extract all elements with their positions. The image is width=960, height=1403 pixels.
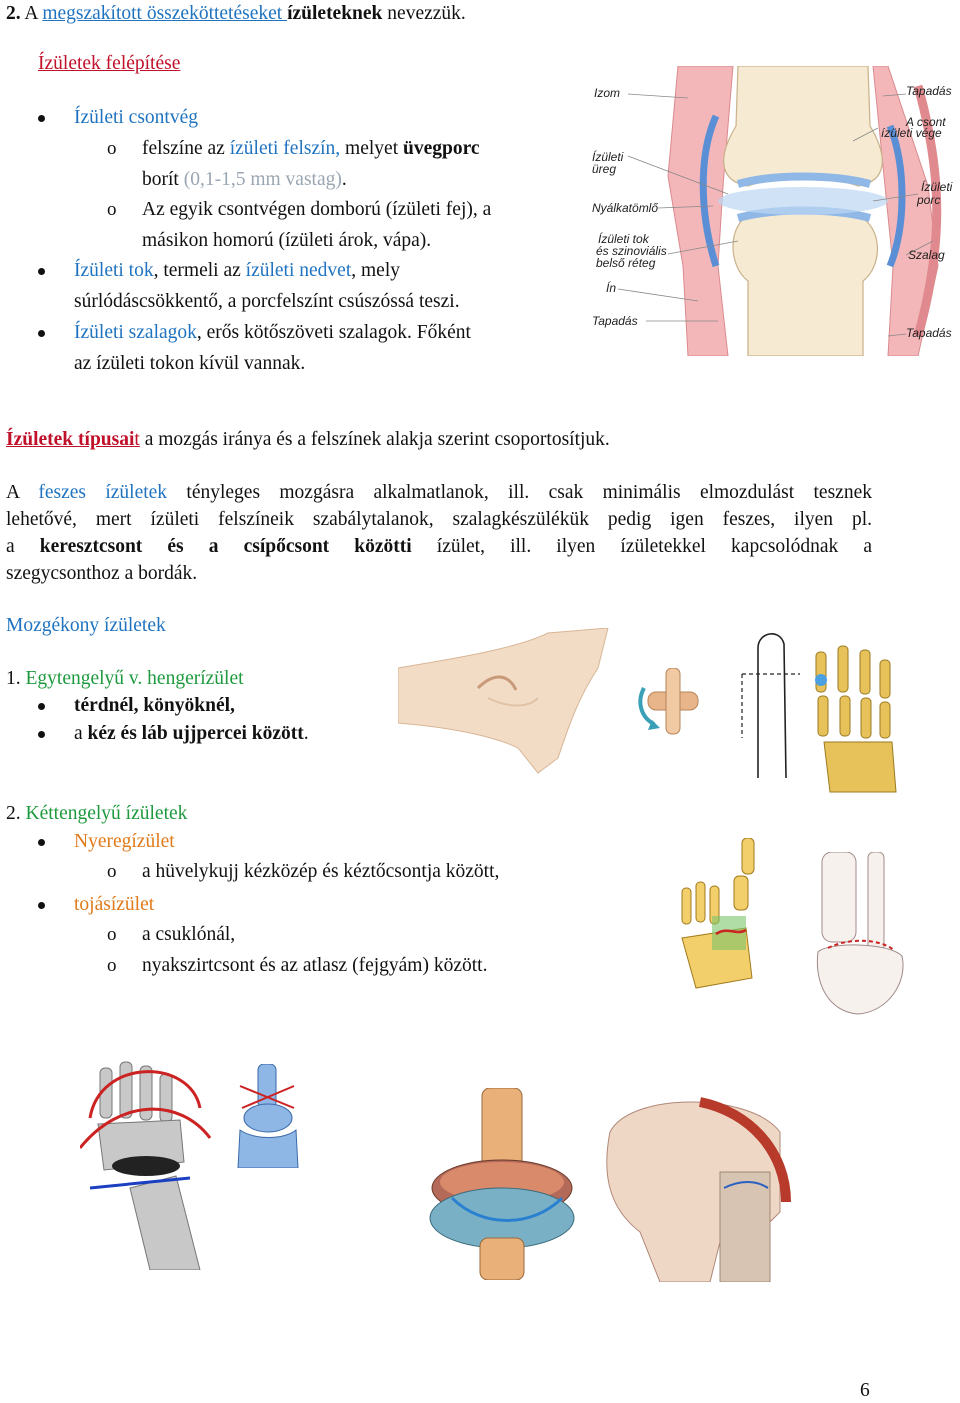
label-porc: Ízületi	[921, 180, 953, 194]
fixed-para-l1	[6, 481, 872, 505]
subitem-shape-l1: Az egyik csontvégen domború (ízületi fej), a	[142, 199, 492, 220]
hand-bones-illustration	[806, 642, 902, 798]
wrist-illustration	[80, 1058, 215, 1270]
condyloid-joint-illustration	[234, 1064, 304, 1168]
t: .	[341, 169, 347, 190]
intro-bold: ízületeknek	[287, 3, 383, 24]
hinge-symbol	[636, 668, 706, 738]
label-tok: Ízületi tok	[598, 232, 649, 246]
s1-heading	[6, 667, 244, 691]
s2-nyereg-sub: a hüvelykujj kézközép és kéztőcsontja között,	[142, 861, 500, 882]
bullet	[38, 268, 45, 275]
s2-heading	[6, 802, 187, 826]
t: kéz és láb ujjpercei között	[87, 723, 304, 744]
t: keresztcsont és a csípőcsont közötti	[39, 536, 412, 557]
label-ureg: Ízületi	[592, 150, 624, 164]
intro-pre: A	[20, 3, 43, 24]
t: 1.	[6, 668, 26, 689]
label-tok-2: és szinoviális	[596, 244, 667, 258]
t: Ízületek típusai	[6, 429, 135, 450]
t: , erős kötőszöveti szalagok. Főként	[196, 322, 471, 343]
t: melyet	[340, 138, 403, 159]
label-tapadas-tr: Tapadás	[906, 84, 952, 98]
intro-post: nevezzük.	[382, 3, 466, 24]
mobile-title: Mozgékony ízületek	[6, 615, 166, 636]
t: 2.	[6, 803, 26, 824]
t: , termeli az	[153, 260, 246, 281]
s1-bullet2	[74, 722, 309, 746]
t: felszíne az	[142, 138, 230, 159]
elbow-illustration	[398, 628, 610, 774]
intro-link[interactable]: megszakított összeköttetéseket	[42, 3, 288, 24]
bullet	[38, 902, 45, 909]
t: Kéttengelyű ízületek	[25, 803, 188, 824]
fixed-para-l2: lehetővé, mert ízületi felszíneik szabálytalanok, szalagkészülékük pedig igen feszes, ilyen pl.	[6, 509, 872, 530]
s2-tojas-sub2: nyakszirtcsont és az atlasz (fejgyám) között.	[142, 955, 488, 976]
bullet	[38, 115, 45, 122]
bullet-tok-l2: súrlódáscsökkentő, a porcfelszínt csúszóssá teszi.	[74, 291, 460, 312]
sub-bullet: o	[107, 199, 117, 220]
t: t	[134, 429, 140, 450]
joint-diagram	[588, 66, 958, 356]
intro-line	[6, 2, 466, 26]
intro-number: 2.	[6, 3, 21, 24]
t: a	[74, 723, 88, 744]
t: a	[6, 536, 40, 557]
label-ureg-2: üreg	[592, 162, 617, 176]
label-tapadas-br: Tapadás	[906, 326, 952, 340]
ankle-bones-illustration	[808, 852, 912, 1020]
t: a mozgás iránya és a felszínek alakja szerint csoportosítjuk.	[139, 429, 610, 450]
s1-bullet1: térdnél, könyöknél,	[74, 695, 235, 716]
t: ízületi nedvet	[245, 260, 352, 281]
subitem-felszin	[142, 137, 480, 161]
t: ízületi felszín,	[229, 138, 341, 159]
t: A	[6, 482, 39, 503]
sub-bullet: o	[107, 138, 117, 159]
bullet	[38, 330, 45, 337]
t: .	[303, 723, 309, 744]
label-tapadas-bl: Tapadás	[592, 314, 638, 328]
t: üvegporc	[403, 138, 480, 159]
bullet	[38, 703, 45, 710]
t: Ízületi tok	[74, 260, 154, 281]
label-izom: Izom	[594, 86, 621, 100]
t: tényleges mozgásra alkalmatlanok, ill. csak minimális elmozdulást tesznek	[167, 482, 872, 503]
t: (0,1-1,5 mm vastag)	[183, 169, 342, 190]
fixed-para-l3	[6, 535, 872, 559]
atlas-model-illustration	[422, 1088, 582, 1280]
sub-bullet: o	[107, 955, 117, 976]
subitem-shape-l2: másikon homorú (ízületi árok, vápa).	[142, 230, 432, 251]
t: Ízületi szalagok	[74, 322, 197, 343]
bullet-szalag-l2: az ízületi tokon kívül vannak.	[74, 353, 306, 374]
label-tok-3: belső réteg	[596, 256, 656, 270]
t: borít	[142, 169, 184, 190]
bullet	[38, 839, 45, 846]
page-number: 6	[860, 1380, 870, 1401]
saddle-joint-hand-illustration	[676, 838, 786, 1018]
t: Egytengelyű v. hengerízület	[25, 668, 244, 689]
label-szalag: Szalag	[908, 248, 945, 262]
sub-bullet: o	[107, 861, 117, 882]
fixed-para-l4: szegycsonthoz a bordák.	[6, 563, 198, 584]
s2-nyereg: Nyeregízület	[74, 831, 175, 852]
t: , mely	[351, 260, 400, 281]
label-in: Ín	[606, 281, 617, 295]
t: ízület, ill. ilyen ízületekkel kapcsolódnak a	[411, 536, 873, 557]
skull-illustration	[600, 1092, 796, 1282]
label-csont-2: ízületi vége	[881, 126, 942, 140]
t: feszes ízületek	[38, 482, 168, 503]
label-porc-2: porc	[917, 193, 941, 207]
s2-tojas-sub1: a csuklónál,	[142, 924, 236, 945]
subitem-felszin-line2	[142, 168, 347, 192]
bullet-szalag-l1	[74, 321, 471, 345]
bullet-tok-l1	[74, 259, 400, 283]
section-title-structure: Ízületek felépítése	[38, 53, 181, 74]
bullet	[38, 731, 45, 738]
bullet-head-csontveg: Ízületi csontvég	[74, 107, 198, 128]
finger-outline	[740, 628, 802, 778]
label-csont: A csont	[906, 115, 946, 129]
label-nyalkatomlo: Nyálkatömlő	[592, 201, 659, 215]
types-paragraph	[6, 428, 610, 452]
sub-bullet: o	[107, 924, 117, 945]
s2-tojas: tojásízület	[74, 894, 155, 915]
